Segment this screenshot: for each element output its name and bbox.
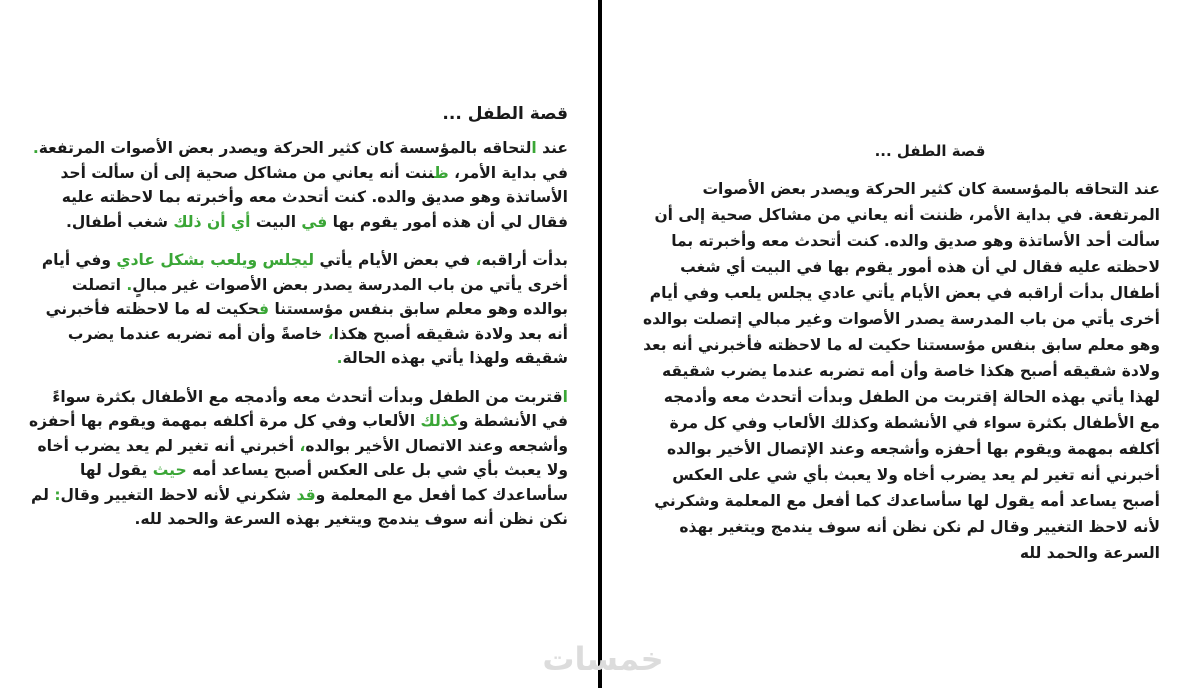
correction-highlight: ، xyxy=(299,436,306,455)
center-divider xyxy=(598,0,602,688)
correction-highlight: أي أن ذلك xyxy=(173,212,251,231)
edited-story-panel xyxy=(28,104,568,546)
correction-highlight: : xyxy=(54,485,61,504)
story-text: خاصة xyxy=(280,324,328,343)
story-text: البيت xyxy=(250,212,302,231)
correction-highlight: . xyxy=(32,139,39,157)
correction-highlight: ٍ. xyxy=(126,275,133,294)
correction-highlight: ف xyxy=(258,300,270,318)
story-text: وأن أمه تضربه عندما يضرب شقيقه ولهذا يأتي بهذه الحالة xyxy=(67,324,568,367)
story-text: بدأت أراقبه xyxy=(481,251,568,269)
story-title-edited: قصة الطفل ... xyxy=(442,104,568,124)
correction-highlight: ظ xyxy=(434,163,449,182)
original-story-panel xyxy=(640,142,1160,580)
correction-highlight: . xyxy=(336,349,343,367)
correction-highlight: كذلك xyxy=(420,412,459,430)
correction-highlight: ا xyxy=(562,387,568,406)
correction-highlight: حيث xyxy=(152,461,187,479)
correction-highlight: ليجلس ويلعب بشكل عادي xyxy=(116,251,315,269)
story-paragraph xyxy=(28,136,568,234)
story-text: وفي أيام أخرى يأتي من باب المدرسة يصدر بعض الأصوات غير مبال xyxy=(41,251,568,294)
story-text: في الأنشطة و xyxy=(458,412,568,430)
story-text: شكرني لأنه لاحظ التغيير وقال xyxy=(60,485,297,504)
story-text: يقول لها سأساعدك كما أفعل مع المعلمة و xyxy=(79,461,568,504)
correction-highlight: ا xyxy=(531,139,537,157)
khamsat-watermark: خمسات xyxy=(542,640,664,678)
story-text: ننت أنه يعاني من مشاكل صحية إلى أن سألت أحد الأساتذة وهو صديق والده. كنت أتحدث معه وأخبرته بما لاحظته عليه فقال لي أن هذه أمور يقوم بها xyxy=(60,163,568,231)
correction-highlight: في xyxy=(301,212,328,231)
story-title-original: قصة الطفل ... xyxy=(874,142,986,160)
story-text: في بداية الأمر، xyxy=(448,163,568,182)
story-text: حكيت له ما لاحظته فأخبرني أنه بعد ولادة شقيقه أصبح هكذا xyxy=(45,300,568,343)
story-text: أخبرني أنه تغير لم يعد يضرب أخاه ولا يعبث بأي شي بل على العكس أصبح يساعد أمه xyxy=(37,436,568,479)
story-paragraph: عند التحاقه بالمؤسسة كان كثير الحركة ويصدر بعض الأصوات المرتفعة. في بداية الأمر، ظننت أنه يعاني من مشاكل صحية إلى أن سألت أحد الأساتذة وهو صديق والده. كنت أتحدث معه وأخبرته بما لاحظته عليه فقال لي أن هذه أمور يقوم بها في البيت أي شغب أطفال بدأت أراقبه في بعض الأيام يأتي عادي يجلس يلعب وفي أيام أخرى يأتي من باب المدرسة يصدر الأصوات وغير مبالي إتصلت بوالده وهو معلم سابق بنفس مؤسستنا حكيت له ما لاحظته فأخبرني أنه بعد ولادة شقيقه أصبح هكذا خاصة وأن أمه تضربه عندما يضرب شقيقه لهذا يأتي بهذه الحالة إقتربت من الطفل وبدأت أتحدث معه وأدمجه مع الأطفال بكثرة سواء في الأنشطة وكذلك الألعاب وفي كل مرة أكلفه بمهمة ويقوم بها أحفزه وأشجعه وعند الإتصال الأخير بوالده أخبرني أنه تغير لم يعد يضرب أخاه ولا يعبث بأي شي على العكس أصبح يساعد أمه يقول لها سأساعدك كما أفعل مع المعلمة وشكرني لأنه لاحظ التغيير وقال لم نكن نظن أنه سوف يندمج ويتغير بهذه السرعة والحمد لله xyxy=(642,180,1160,562)
story-text: في بعض الأيام يأتي xyxy=(314,251,476,269)
story-paragraph xyxy=(28,248,568,371)
story-text: عند xyxy=(536,139,568,157)
story-text: قتربت من الطفل وبدأت أتحدث معه وأدمجه مع الأطفال بكثرة سواء xyxy=(52,387,563,406)
story-paragraph xyxy=(28,385,568,532)
edited-story-body xyxy=(28,136,568,532)
story-text: لم نكن نظن أنه سوف يندمج ويتغير بهذه السرعة والحمد لله. xyxy=(30,485,568,528)
story-text: شغب أطفال. xyxy=(65,212,174,231)
story-text: لتحاقه بالمؤسسة كان كثير الحركة ويصدر بعض الأصوات المرتفعة xyxy=(38,139,532,157)
story-text: اتصلت بوالده وهو معلم سابق بنفس مؤسستنا xyxy=(71,275,568,318)
correction-highlight: ، xyxy=(327,324,334,343)
correction-highlight: قد xyxy=(296,485,316,504)
story-text: الألعاب وفي كل مرة أكلفه بمهمة ويقوم بها أحفزه وأشجعه وعند الاتصال الأخير بوالده xyxy=(29,412,568,455)
original-story-body xyxy=(640,176,1160,566)
correction-highlight: ، xyxy=(475,251,482,269)
